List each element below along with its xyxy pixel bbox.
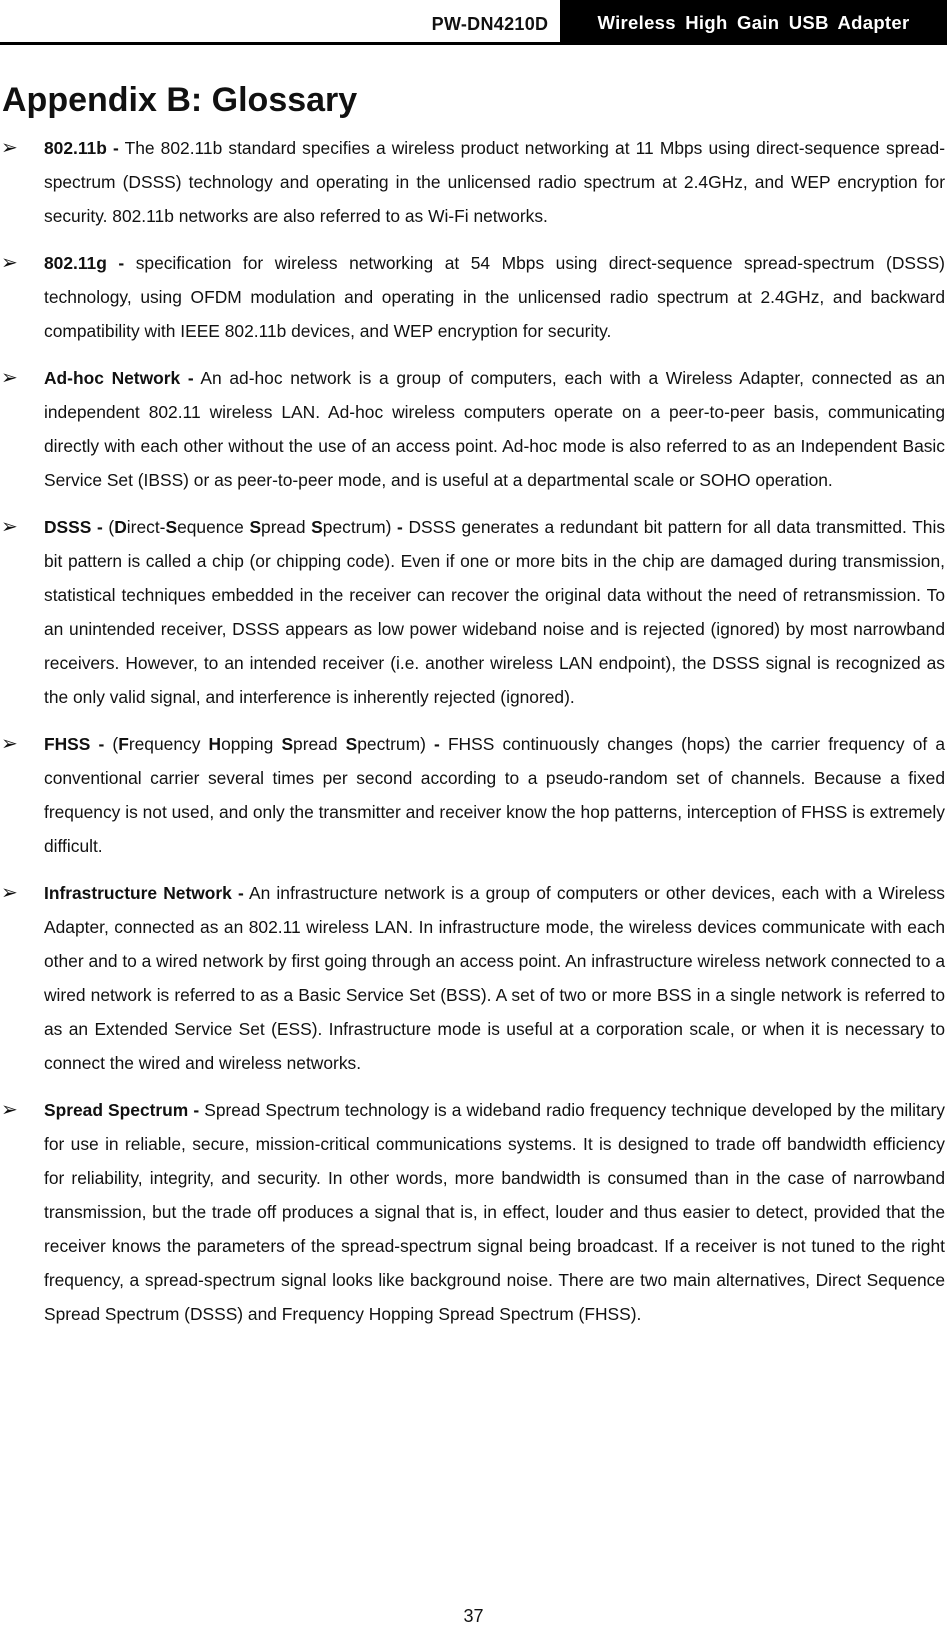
product-name-banner: Wireless High Gain USB Adapter xyxy=(560,0,947,45)
glossary-term: 802.11g - xyxy=(44,253,125,273)
page-title: Appendix B: Glossary xyxy=(2,81,358,119)
glossary-term: 802.11b - xyxy=(44,138,119,158)
expansion-rest: requency xyxy=(128,734,209,754)
glossary-term: DSSS - xyxy=(44,517,103,537)
glossary-definition: An ad-hoc network is a group of computers, each with a Wireless Adapter, connected as an independent 802.11 wireless LAN. Ad-hoc wireless computers operate on a peer-to-peer basis, communicating directly with each other without the use of an access point. Ad-hoc mode is also referred to as an Independent Basic Service Set (IBSS) or as peer-to-peer mode, and is useful at a departmental scale or SOHO operation. xyxy=(44,368,945,490)
expansion-dash: - xyxy=(397,517,403,537)
glossary-term: Ad-hoc Network - xyxy=(44,368,194,388)
glossary-entry xyxy=(0,361,947,497)
glossary-entry xyxy=(0,131,947,233)
expansion-initial: H xyxy=(208,734,222,754)
glossary-definition: specification for wireless networking at 54 Mbps using direct-sequence spread-spectrum (DSSS) technology, using OFDM modulation and operating in the unlicensed radio spectrum at 2.4GHz, and backward compatibility with IEEE 802.11b devices, and WEP encryption for security. xyxy=(44,253,945,341)
glossary-entry xyxy=(0,510,947,714)
arrow-bullet-icon: ➢ xyxy=(1,882,18,904)
glossary-definition: The 802.11b standard specifies a wireless product networking at 11 Mbps using direct-sequence spread-spectrum (DSSS) technology and operating in the unlicensed radio spectrum at 2.4GHz, and WEP encryption for security. 802.11b networks are also referred to as Wi-Fi networks. xyxy=(44,138,945,226)
glossary-entry xyxy=(0,246,947,348)
expansion-initial: F xyxy=(118,734,129,754)
glossary-entry-body xyxy=(44,876,945,1080)
glossary-term: Infrastructure Network - xyxy=(44,883,244,903)
expansion-rest: opping xyxy=(221,734,282,754)
expansion-rest: pectrum xyxy=(357,734,421,754)
expansion-rest: equence xyxy=(177,517,250,537)
arrow-bullet-icon: ➢ xyxy=(1,367,18,389)
expansion-rest: pread xyxy=(293,734,346,754)
glossary-definition: Spread Spectrum technology is a wideband radio frequency technique developed by the military for use in reliable, secure, mission-critical communications systems. It is designed to trade off bandwidth efficiency for reliability, integrity, and security. In other words, more bandwidth is consumed than in the case of narrowband transmission, but the trade off produces a signal that is, in effect, louder and thus easier to detect, provided that the receiver knows the parameters of the spread-spectrum signal being broadcast. If a receiver is not tuned to the right frequency, a spread-spectrum signal looks like background noise. There are two main alternatives, Direct Sequence Spread Spectrum (DSSS) and Frequency Hopping Spread Spectrum (FHSS). xyxy=(44,1100,945,1324)
glossary-definition: An infrastructure network is a group of computers or other devices, each with a Wireless Adapter, connected as an 802.11 wireless LAN. In infrastructure mode, the wireless devices communicate with each other and to a wired network by first going through an access point. An infrastructure wireless network connected to a wired network is referred to as a Basic Service Set (BSS). A set of two or more BSS in a single network is referred to as an Extended Service Set (ESS). Infrastructure mode is useful at a corporation scale, or when it is necessary to connect the wired and wireless networks. xyxy=(44,883,946,1073)
glossary-entry-body: DSSS - (Direct-Sequence Spread Spectrum) - DSSS generates a redundant bit pattern for all data transmitted. This bit pattern is called a chip (or chipping code). Even if one or more bits in the chip are damaged during transmission, statistical techniques embedded in the receiver can recover the original data without the need of retransmission. To an unintended receiver, DSSS appears as low power wideband noise and is rejected (ignored) by most narrowband receivers. However, to an intended receiver (i.e. another wireless LAN endpoint), the DSSS signal is recognized as the only valid signal, and interference is inherently rejected (ignored). xyxy=(44,517,946,707)
expansion-rest: pectrum xyxy=(322,517,386,537)
glossary-list xyxy=(0,131,947,1344)
glossary-term: Spread Spectrum - xyxy=(44,1100,200,1120)
model-number: PW-DN4210D xyxy=(431,14,549,34)
glossary-definition: FHSS continuously changes (hops) the carrier frequency of a conventional carrier several times per second according to a pseudo-random set of channels. Because a fixed frequency is not used, and only the transmitter and receiver know the hop patterns, interception of FHSS is extremely difficult. xyxy=(44,734,946,856)
arrow-bullet-icon: ➢ xyxy=(1,137,18,159)
arrow-bullet-icon: ➢ xyxy=(1,1099,18,1121)
expansion-rest: pread xyxy=(261,517,312,537)
expansion-initial: S xyxy=(281,734,294,754)
arrow-bullet-icon: ➢ xyxy=(1,733,18,755)
glossary-entry-body xyxy=(44,361,945,497)
glossary-definition: DSSS generates a redundant bit pattern for all data transmitted. This bit pattern is called a chip (or chipping code). Even if one or more bits in the chip are damaged during transmission, statistical techniques embedded in the receiver can recover the original data without the need of retransmission. To an unintended receiver, DSSS appears as low power wideband noise and is rejected (ignored) by most narrowband receivers. However, to an intended receiver (i.e. another wireless LAN endpoint), the DSSS signal is recognized as the only valid signal, and interference is inherently rejected (ignored). xyxy=(44,517,946,707)
expansion-rest: irect- xyxy=(126,517,166,537)
glossary-entry-body: FHSS - (Frequency Hopping Spread Spectrum) - FHSS continuously changes (hops) the carrier frequency of a conventional carrier several times per second according to a pseudo-random set of channels. Because a fixed frequency is not used, and only the transmitter and receiver know the hop patterns, interception of FHSS is extremely difficult. xyxy=(44,734,946,856)
expansion-initial: S xyxy=(345,734,358,754)
expansion-initial: D xyxy=(114,517,127,537)
glossary-term: FHSS - xyxy=(44,734,105,754)
glossary-entry xyxy=(0,727,947,863)
expansion-initial: S xyxy=(249,517,262,537)
glossary-entry-body xyxy=(44,246,945,348)
page-header xyxy=(0,0,947,45)
expansion-initial: S xyxy=(165,517,178,537)
glossary-entry xyxy=(0,1093,947,1331)
expansion-dash: - xyxy=(434,734,440,754)
header-rule xyxy=(0,42,947,45)
expansion-initial: S xyxy=(311,517,323,537)
glossary-entry xyxy=(0,876,947,1080)
page-number: 37 xyxy=(463,1606,484,1626)
arrow-bullet-icon: ➢ xyxy=(1,252,18,274)
arrow-bullet-icon: ➢ xyxy=(1,516,18,538)
glossary-entry-body xyxy=(44,1093,945,1331)
glossary-entry-body xyxy=(44,131,945,233)
